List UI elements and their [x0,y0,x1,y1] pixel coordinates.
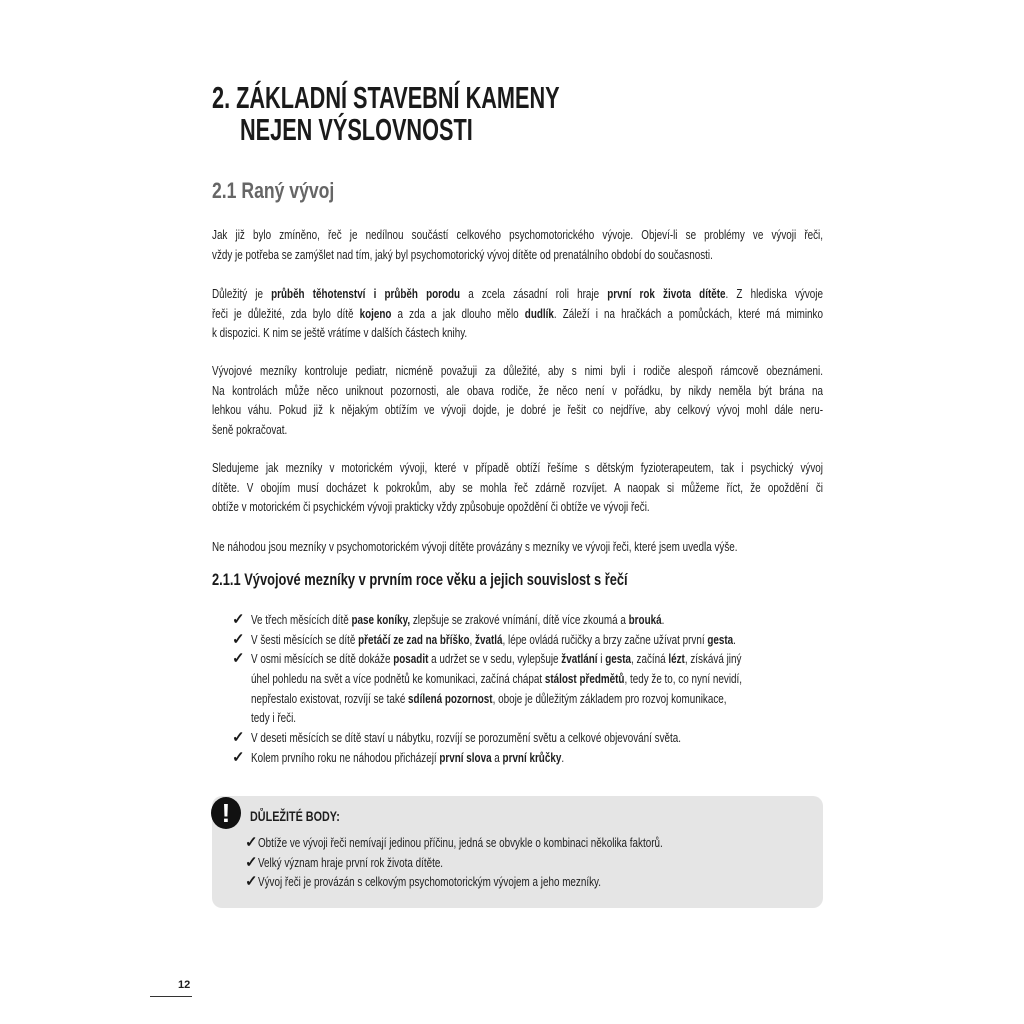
text-run: dítěte. V obojím musí docházet k pokrokům, aby se mohla řeč zdárně rozvíjet. A naopak si můžeme říct, že opoždění či [212,479,823,495]
text-block [251,649,1004,728]
text-line [212,284,823,304]
bold-text: přetáčí ze zad na bříško [358,631,470,647]
text-line [212,245,823,265]
text-run: Sledujeme jak mezníky v motorickém vývoji, které v případě obtíží řešíme s dětským fyzioterapeutem, tak i psychický vývoj [212,460,823,475]
text-block [212,284,1016,343]
text-line [251,708,823,728]
text-run: tedy i řeči. [251,710,297,726]
subsection-heading: 2.1.1 Vývojové mezníky v prvním roce věku a jejich souvislost s řečí [212,571,628,589]
text-line [251,630,823,650]
text-block [258,853,995,873]
text-run: Vývojové mezníky kontroluje pediatr, nicméně považuji za důležité, aby s nimi byli i rodiče alespoň rámcově obeznámeni. [212,363,823,378]
text-block [251,748,1004,768]
checkmark-icon: ✓ [232,748,245,766]
text-run: Důležitý je [212,286,272,301]
text-line [251,689,823,709]
text-block [258,872,995,892]
text-line [251,649,823,669]
bold-text: sdílená pozornost [408,690,493,706]
text-line [258,872,818,892]
chapter-title-line-2: NEJEN VÝSLOVNOSTI [240,112,473,147]
text-block [251,728,1004,748]
text-run: a zda a jak dlouho mělo [391,305,525,321]
text-run: V šesti měsících se dítě [251,631,359,647]
text-line [212,497,823,517]
text-block [212,458,1016,517]
text-run: Vývoj řeči je provázán s celkovým psychomotorickým vývojem a jeho mezníky. [258,874,601,890]
checkmark-icon: ✓ [232,630,245,648]
text-run: V deseti měsících se dítě staví u nábytku, rozvíjí se porozumění světu a celkové objevování světa. [251,730,682,746]
text-run: vždy je potřeba se zamýšlet nad tím, jaký byl psychomotorický vývoj dítěte od prenatálního období do současnosti. [212,246,713,262]
text-block [251,610,1004,630]
bold-text: lézt [668,651,685,667]
text-line [212,381,823,401]
page-number-rule [150,996,192,997]
text-block [212,225,1016,264]
text-run: k dispozici. K nim se ještě vrátíme v dalších částech knihy. [212,325,468,341]
section-heading: 2.1 Raný vývoj [212,178,335,203]
important-points-heading: DŮLEŽITÉ BODY: [250,809,340,824]
bold-text: gesta [605,651,632,667]
text-run: šeně pokračovat. [212,422,288,438]
text-run: . [561,749,565,765]
exclamation-icon: ! [211,797,241,829]
text-run: V osmi měsících se dítě dokáže [251,651,394,667]
text-line [212,361,823,381]
bold-text: posadit [393,651,429,667]
text-line [212,400,823,420]
text-line [258,853,818,873]
bold-text: kojeno [359,305,392,321]
text-line [212,478,823,498]
text-line [212,225,823,245]
text-run: zlepšuje se zrakové vnímání, dítě více zkoumá a [410,612,629,627]
text-run: Obtíže ve vývoji řeči nemívají jedinou příčinu, jedná se obvykle o kombinaci několika faktorů. [258,835,663,850]
text-line [212,458,823,478]
checkmark-icon: ✓ [245,853,258,871]
text-run: , lépe ovládá ručičky a brzy začne užívat první [502,631,708,647]
text-run: Kolem prvního roku ne náhodou přicházejí [251,749,440,765]
checkmark-icon: ✓ [245,873,258,891]
text-block [212,361,1016,440]
text-run: nepřestalo existovat, rozvíjí se také [251,690,409,706]
text-run: . Z hlediska vývoje [725,286,823,301]
bold-text: první slova [439,749,492,765]
text-run: obtíže v motorickém či psychickém vývoji prakticky vždy způsobuje opoždění či obtíže ve vývoji řeči. [212,499,650,515]
bold-text: žvatlá [475,631,503,647]
text-run: řeči je důležité, zda bylo dítě [212,305,360,321]
text-run: a udržet se v sedu, vylepšuje [428,651,562,667]
text-run: . [733,631,736,647]
text-run: a zcela zásadní roli hraje [460,286,608,301]
checkmark-icon: ✓ [232,611,245,628]
bold-text: gesta [707,631,734,647]
text-line [251,748,823,768]
text-run: Ve třech měsících dítě [251,612,352,627]
text-run: , [469,631,476,647]
text-run: . [661,612,665,627]
text-block [212,537,1016,557]
bold-text: brouká [628,612,662,627]
text-line [212,537,823,557]
text-line [212,323,823,343]
bold-text: pase koníky, [351,612,411,627]
text-line [251,610,823,630]
bold-text: první rok života dítěte [607,286,726,301]
checkmark-icon: ✓ [232,650,245,668]
text-run: Na kontrolách může něco uniknout pozornosti, ale obava rodiče, že něco není v pořádku, by nikdy neměla být brána na [212,382,823,398]
text-run: , začíná [631,651,669,667]
text-run: i [597,651,606,667]
text-run: Ne náhodou jsou mezníky v psychomotorickém vývoji dítěte provázány s mezníky ve vývoji řeči, které jsem uvedla výše. [212,539,738,554]
bold-text: stálost předmětů [544,671,625,687]
text-run: , oboje je důležitým základem pro rozvoj komunikace, [492,690,727,706]
text-block [251,630,1004,650]
text-run: lehkou váhu. Pokud již k nějakým obtížím ve vývoji dojde, je dobré je řešit co nejdříve, aby celkový vývoj mohl dále neru- [212,402,823,418]
text-line [212,420,823,440]
text-line [212,304,823,324]
text-run: Jak již bylo zmíněno, řeč je nedílnou součástí celkového psychomotorického vývoje. Objeví-li se problémy ve vývoji řeči, [212,227,823,242]
bold-text: dudlík [524,305,554,321]
page-number: 12 [178,979,191,991]
bold-text: průběh těhotenství i průběh porodu [271,286,461,301]
text-block [258,833,995,853]
text-line [251,669,823,689]
text-line [251,728,823,748]
text-run: Velký význam hraje první rok života dítěte. [258,854,444,870]
text-run: , získává jiný [684,651,742,667]
checkmark-icon: ✓ [245,834,258,851]
checkmark-icon: ✓ [232,729,245,747]
text-run: úhel pohledu na svět a více podnětů ke komunikaci, začíná chápat [251,671,545,687]
text-line [258,833,818,853]
bold-text: žvatlání [561,651,598,667]
chapter-title-line-1: 2. ZÁKLADNÍ STAVEBNÍ KAMENY [212,80,560,115]
text-run: , tedy že to, co nyní nevidí, [624,671,743,687]
text-run: . Záleží i na hračkách a pomůckách, které má miminko [553,305,823,321]
text-run: a [491,749,503,765]
bold-text: první krůčky [502,749,562,765]
